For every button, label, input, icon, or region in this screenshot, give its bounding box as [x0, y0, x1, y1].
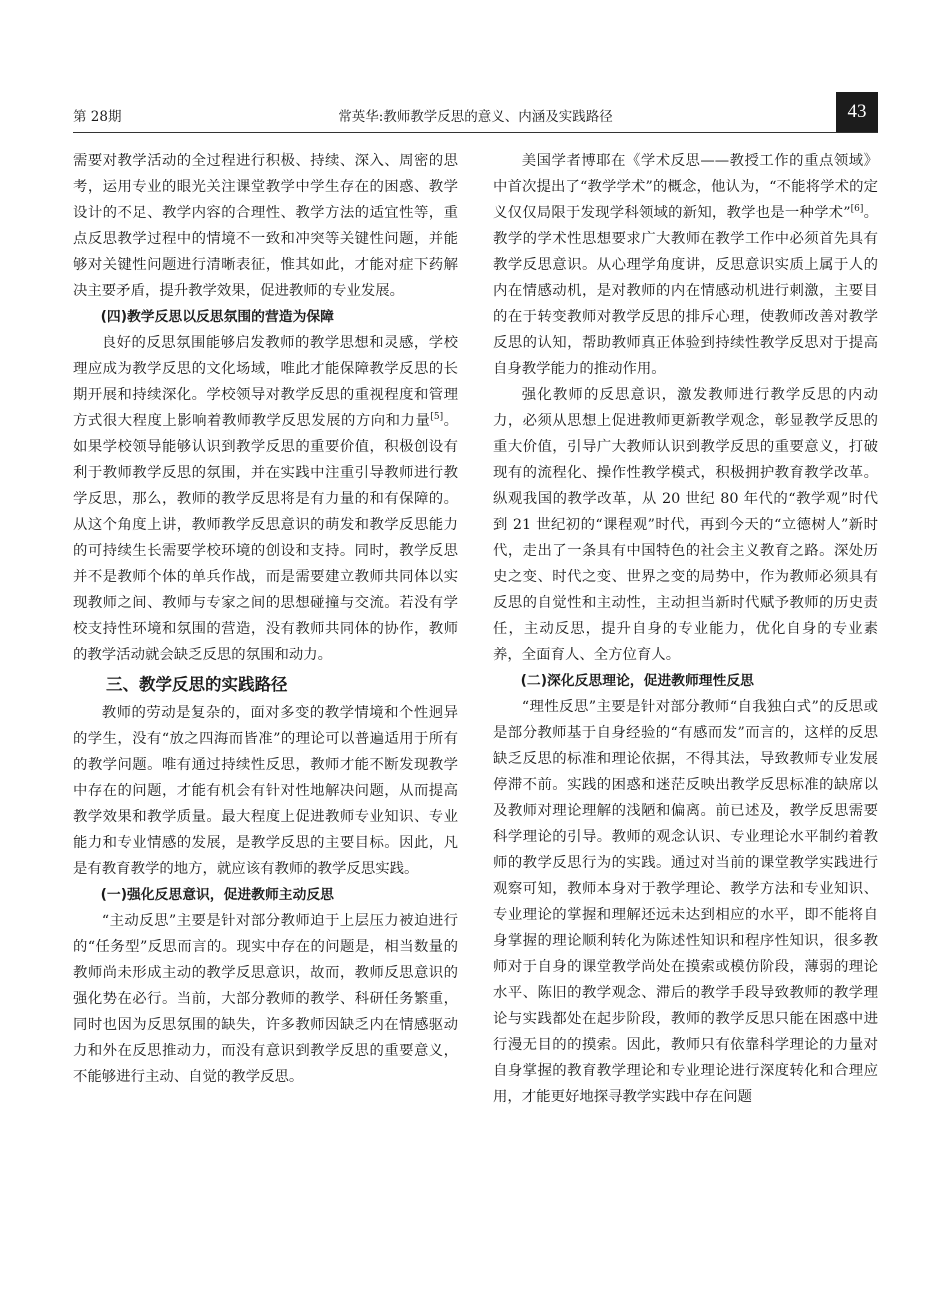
- citation-5: [5]: [430, 412, 444, 422]
- paragraph-text: 。如果学校领导能够认识到教学反思的重要价值，积极创设有利于教师教学反思的氛围，并在实践中注重引导教师进行教学反思，那么，教师的教学反思将是有力量的和有保障的。从这个角度上讲，教师教学反思意识的萌发和教学反思能力的可持续生长需要学校环境的创设和支持。同时，教学反思并不是教师个体的单兵作战，而是需要建立教师共同体以实现教师之间、教师与专家之间的思想碰撞与交流。若没有学校支持性环境和氛围的营造，没有教师共同体的协作，教师的教学活动就会缺乏反思的氛围和动力。: [73, 413, 458, 663]
- paragraph: 强化教师的反思意识，激发教师进行教学反思的内动力，必须从思想上促进教师更新教学观念，彰显教学反思的重大价值，引导广大教师认识到教学反思的重要意义，打破现有的流程化、操作性教学模式，积极拥护教育教学改革。纵观我国的教学改革，从 20 世纪 80 年代的“教学观”时代到 21 世纪初的“课程观”时代，再到今天的“立德树人”新时代，走出了一条具有中国特色的社会主义教育之路。深处历史之变、时代之变、世界之变的局势中，作为教师必须具有反思的自觉性和主动性，主动担当新时代赋予教师的历史责任，主动反思，提升自身的专业能力，优化自身的专业素养，全面育人、全方位育人。: [493, 387, 878, 663]
- paragraph: “理性反思”主要是针对部分教师“自我独白式”的反思或是部分教师基于自身经验的“有感而发”而言的，这样的反思缺乏反思的标准和理论依据，不得其法，导致教师专业发展停滞不前。实践的困惑和迷茫反映出教学反思标准的缺席以及教师对理论理解的浅陋和偏离。前已述及，教学反思需要科学理论的引导。教师的观念认识、专业理论水平制约着教师的教学反思行为的实践。通过对当前的课堂教学实践进行观察可知，教师本身对于教学理论、教学方法和专业知识、专业理论的掌握和理解还远未达到相应的水平，即不能将自身掌握的理论顺利转化为陈述性知识和程序性知识，很多教师对于自身的课堂教学尚处在摸索或模仿阶段，薄弱的理论水平、陈旧的教学观念、滞后的教学手段导致教师的教学理论与实践都处在起步阶段，教师的教学反思只能在困惑中进行漫无目的的摸索。因此，教师只有依靠科学理论的力量对自身掌握的教育教学理论和专业理论进行深度转化和合理应用，才能更好地探寻教学实践中存在问题: [493, 699, 878, 1105]
- header-rule: [73, 132, 878, 133]
- running-header: [73, 92, 878, 132]
- paragraph: 教师的劳动是复杂的，面对多变的教学情境和个性迥异的学生，没有“放之四海而皆准”的理论可以普遍适用于所有的教学问题。唯有通过持续性反思，教师才能不断发现教学中存在的问题，才能有机会有针对性地解决问题，从而提高教学效果和教学质量。最大程度上促进教师专业知识、专业能力和专业情感的发展，是教学反思的主要目标。因此，凡是有教育教学的地方，就应该有教师的教学反思实践。: [73, 705, 458, 877]
- paragraph: [73, 330, 458, 668]
- running-title: 常英华:教师教学反思的意义、内涵及实践路径: [338, 109, 613, 125]
- subheading-1: (一)强化反思意识，促进教师主动反思: [100, 887, 334, 903]
- page-number: 43: [836, 92, 878, 132]
- citation-6: [6]: [850, 204, 864, 214]
- section-heading-3: 三、教学反思的实践路径: [106, 675, 288, 694]
- paragraph-text: 良好的反思氛围能够启发教师的教学思想和灵感，学校理应成为教学反思的文化场域，唯此才能保障教学反思的长期开展和持续深化。学校领导对教学反思的重视程度和管理方式很大程度上影响着教师教学反思发展的方向和力量: [73, 335, 458, 429]
- left-column: [73, 148, 458, 1090]
- paragraph-text: 美国学者博耶在《学术反思——教授工作的重点领域》中首次提出了“教学学术”的概念，他认为，“不能将学术的定义仅仅局限于发现学科领域的新知，教学也是一种学术”: [493, 153, 878, 221]
- subheading-4: (四)教学反思以反思氛围的营造为保障: [100, 309, 334, 325]
- paragraph-text: 。教学的学术性思想要求广大教师在教学工作中必须首先具有教学反思意识。从心理学角度讲，反思意识实质上属于人的内在情感动机，是对教师的内在情感动机进行刺激，主要目的在于转变教师对教学反思的排斥心理，使教师改善对教学反思的认知，帮助教师真正体验到持续性教学反思对于提高自身教学能力的推动作用。: [493, 205, 878, 377]
- paragraph: “主动反思”主要是针对部分教师迫于上层压力被迫进行的“任务型”反思而言的。现实中存在的问题是，相当数量的教师尚未形成主动的教学反思意识，故而，教师反思意识的强化势在必行。当前，大部分教师的教学、科研任务繁重，同时也因为反思氛围的缺失，许多教师因缺乏内在情感驱动力和外在反思推动力，而没有意识到教学反思的重要意义，不能够进行主动、自觉的教学反思。: [73, 913, 458, 1085]
- issue-number: 第 28期: [73, 109, 122, 125]
- paragraph: 需要对教学活动的全过程进行积极、持续、深入、周密的思考，运用专业的眼光关注课堂教学中学生存在的困惑、教学设计的不足、教学内容的合理性、教学方法的适宜性等，重点反思教学过程中的情境不一致和冲突等关键性问题，并能够对关键性问题进行清晰表征，惟其如此，才能对症下药解决主要矛盾，提升教学效果，促进教师的专业发展。: [73, 153, 458, 299]
- subheading-2: (二)深化反思理论，促进教师理性反思: [520, 673, 754, 689]
- paragraph: [493, 148, 878, 382]
- right-column: [493, 148, 878, 1110]
